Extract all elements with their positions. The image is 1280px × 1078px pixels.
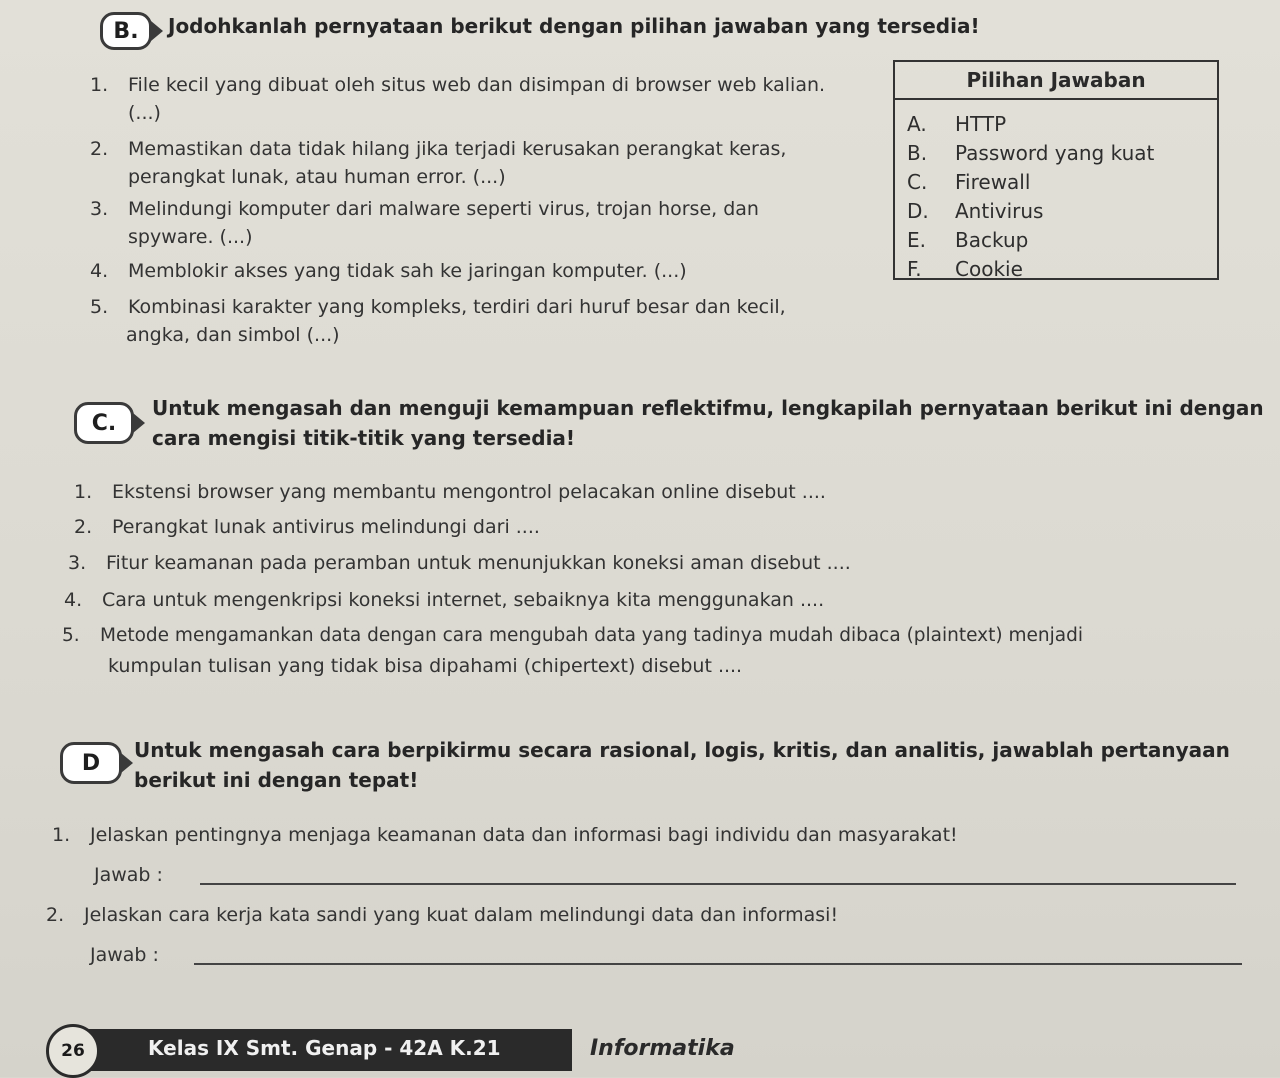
item-number: 1.: [52, 824, 71, 846]
b-item-1: [90, 70, 825, 100]
answer-choices-title: [895, 62, 1217, 100]
item-text: Kombinasi karakter yang kompleks, terdiri dari huruf besar dan kecil,: [128, 296, 786, 318]
item-text-cont: spyware. (...): [128, 226, 253, 248]
b-item-3-cont: [128, 222, 253, 252]
footer-class-label: Kelas IX Smt. Genap - 42A K.21: [148, 1036, 501, 1060]
answer-choices-title-text: Pilihan Jawaban: [966, 68, 1146, 92]
answer-line-2[interactable]: [194, 963, 1242, 965]
item-text-cont: angka, dan simbol (...): [126, 324, 340, 346]
choice-item: [895, 168, 1217, 197]
section-b-title: [168, 11, 980, 41]
section-b-badge: [100, 12, 152, 50]
item-text: Memastikan data tidak hilang jika terjadi kerusakan perangkat keras,: [128, 138, 787, 160]
choice-item: [895, 139, 1217, 168]
choice-text: HTTP: [955, 112, 1007, 136]
item-text: Fitur keamanan pada peramban untuk menunjukkan koneksi aman disebut ....: [106, 552, 851, 574]
answer-choices-list: [895, 100, 1217, 284]
item-number: 1.: [74, 481, 93, 503]
item-text: Jelaskan cara kerja kata sandi yang kuat dalam melindungi data dan informasi!: [84, 904, 839, 926]
item-text: File kecil yang dibuat oleh situs web dan disimpan di browser web kalian.: [128, 74, 826, 96]
footer-subject: [590, 1036, 735, 1061]
item-text: Ekstensi browser yang membantu mengontrol pelacakan online disebut ....: [112, 481, 826, 503]
item-number: 3.: [90, 198, 109, 220]
item-text: Cara untuk mengenkripsi koneksi internet, sebaiknya kita menggunakan ....: [102, 589, 825, 611]
choice-item: [895, 255, 1217, 284]
item-number: 1.: [90, 74, 109, 96]
item-text: Memblokir akses yang tidak sah ke jaringan komputer. (...): [128, 260, 687, 282]
item-number: 3.: [68, 552, 87, 574]
choice-letter: F.: [907, 257, 922, 281]
choice-text: Password yang kuat: [955, 141, 1155, 165]
page-number-badge: [46, 1024, 100, 1078]
d-item-2: [46, 900, 838, 930]
d-item-2-answer: [90, 940, 159, 970]
item-text: Jelaskan pentingnya menjaga keamanan data dan informasi bagi individu dan masyarakat!: [90, 824, 958, 846]
choice-letter: E.: [907, 228, 926, 252]
section-b-title-text: Jodohkanlah pernyataan berikut dengan pilihan jawaban yang tersedia!: [168, 14, 980, 38]
section-d-badge: [60, 742, 122, 784]
d-item-1-answer: [94, 860, 163, 890]
c-item-5-cont: [108, 651, 742, 681]
item-text-cont: kumpulan tulisan yang tidak bisa dipahami (chipertext) disebut ....: [108, 655, 743, 677]
choice-letter: B.: [907, 141, 928, 165]
section-d-title-line2: berikut ini dengan tepat!: [134, 768, 419, 792]
b-item-5: [90, 292, 786, 322]
section-c-title-line2: cara mengisi titik-titik yang tersedia!: [152, 426, 576, 450]
item-text-cont: perangkat lunak, atau human error. (...): [128, 166, 506, 188]
choice-letter: A.: [907, 112, 927, 136]
section-c-title-line1: Untuk mengasah dan menguji kemampuan reflektifmu, lengkapilah pernyataan berikut ini dengan: [152, 396, 1264, 420]
section-d-title: [134, 735, 1230, 795]
choice-item: [895, 110, 1217, 139]
item-number: 5.: [62, 625, 80, 646]
section-c-badge-label: C.: [91, 410, 117, 436]
choice-item: [895, 197, 1217, 226]
b-item-3: [90, 194, 759, 224]
b-item-4: [90, 256, 687, 286]
b-item-2-cont: [128, 162, 506, 192]
answer-label: Jawab :: [94, 864, 163, 886]
choice-letter: C.: [907, 170, 928, 194]
page-number: 26: [61, 1041, 85, 1061]
c-item-2: [74, 512, 540, 542]
c-item-3: [68, 548, 851, 578]
item-text: Perangkat lunak antivirus melindungi dari ....: [112, 516, 540, 538]
c-item-4: [64, 585, 824, 615]
c-item-5: [62, 621, 1083, 651]
d-item-1: [52, 820, 958, 850]
section-d-title-line1: Untuk mengasah cara berpikirmu secara rasional, logis, kritis, dan analitis, jawablah pertanyaan: [134, 738, 1230, 762]
item-number: 2.: [74, 516, 93, 538]
choice-text: Cookie: [955, 257, 1023, 281]
footer-bar: [60, 1029, 572, 1071]
choice-text: Antivirus: [955, 199, 1044, 223]
b-item-2: [90, 134, 786, 164]
answer-choices-table: [893, 60, 1219, 280]
b-item-1-cont: [128, 98, 161, 128]
item-text: Metode mengamankan data dengan cara mengubah data yang tadinya mudah dibaca (plaintext) menjadi: [100, 625, 1083, 646]
item-text: Melindungi komputer dari malware seperti virus, trojan horse, dan: [128, 198, 759, 220]
section-d-badge-label: D: [81, 750, 101, 776]
choice-letter: D.: [907, 199, 929, 223]
item-number: 4.: [90, 260, 109, 282]
item-number: 4.: [64, 589, 83, 611]
c-item-1: [74, 477, 826, 507]
choice-text: Firewall: [955, 170, 1031, 194]
choice-text: Backup: [955, 228, 1029, 252]
section-b-badge-label: B.: [113, 18, 139, 44]
item-text-cont: (...): [128, 102, 161, 124]
item-number: 2.: [46, 904, 65, 926]
b-item-5-cont: [126, 320, 340, 350]
answer-line-1[interactable]: [200, 883, 1236, 885]
item-number: 5.: [90, 296, 109, 318]
footer-subject-text: Informatika: [590, 1036, 735, 1061]
choice-item: [895, 226, 1217, 255]
section-c-badge: [74, 402, 134, 444]
answer-label: Jawab :: [90, 944, 159, 966]
section-c-title: [152, 393, 1264, 453]
item-number: 2.: [90, 138, 109, 160]
